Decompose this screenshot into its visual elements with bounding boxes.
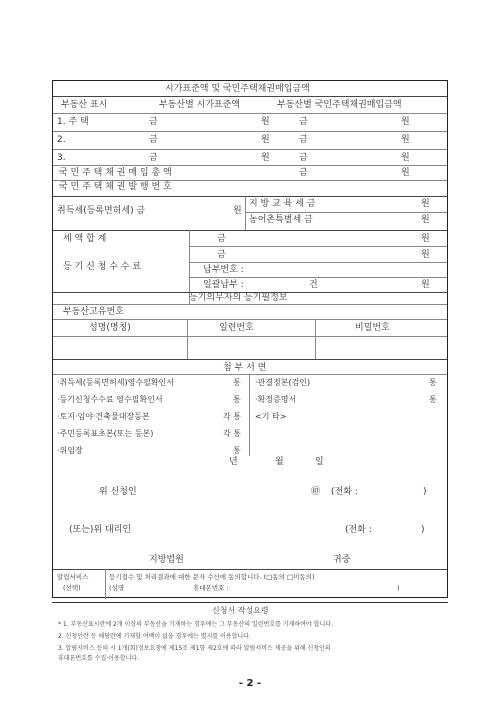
court-label: 지방법원	[149, 555, 184, 565]
attachment-left-2-unit: 통	[233, 395, 241, 404]
attachments-title: 첨 부 서 면	[223, 363, 267, 373]
id-col-serial: 일련번호	[219, 323, 254, 333]
tax-total-prefix: 금	[217, 234, 226, 244]
alert-name-label: (성명	[109, 584, 125, 592]
instructions-title: 신청서 작성요령	[212, 606, 269, 615]
reg-fee-won: 원	[421, 250, 430, 260]
attachment-left-5: ·위임장	[57, 446, 83, 455]
batch-won: 원	[421, 280, 430, 290]
tax-total-label: 세 액 합 계	[63, 234, 107, 244]
attachment-left-5-unit: 통	[233, 446, 241, 455]
row2-won1: 원	[261, 135, 270, 145]
row3-prefix2: 금	[299, 153, 308, 163]
agent-phone-label: (전화 :	[345, 525, 372, 535]
bond-total-prefix: 금	[299, 168, 308, 178]
alert-phone-label: 휴대폰번호 :	[193, 584, 229, 592]
application-form	[52, 80, 448, 598]
local-edu-tax-label: 지 방 교 육 세 금	[249, 199, 316, 209]
bond-total-won: 원	[401, 168, 410, 178]
tax-total-won: 원	[421, 234, 430, 244]
date-year: 년	[229, 457, 238, 467]
attachment-right-1-unit: 통	[429, 378, 437, 387]
attachment-left-4: ·주민등록표초본(또는 등본)	[57, 429, 154, 438]
date-day: 일	[315, 457, 324, 467]
attachment-right-2-unit: 통	[429, 395, 437, 404]
instruction-2: 2. 신청인란 등 해당란에 기재할 여백이 없을 경우에는 별지를 이용합니다.	[58, 633, 251, 640]
obligor-info-label: 등기의무자의 등기필정보	[189, 293, 288, 303]
applicant-label: 위 신청인	[99, 487, 137, 497]
attachment-right-2: ·확정증명서	[255, 395, 297, 404]
property-number-label: 부동산고유번호	[63, 307, 124, 317]
date-month: 월	[275, 457, 284, 467]
agent-label: (또는)위 대리인	[69, 525, 132, 535]
row2-won2: 원	[401, 135, 410, 145]
rural-tax-label: 농어촌특별세 금	[249, 215, 313, 225]
instructions-box	[52, 602, 448, 674]
batch-payment-label: 일괄납부 :	[203, 280, 244, 290]
applicant-seal: ㊞	[311, 487, 321, 497]
reg-fee-prefix: 금	[217, 250, 226, 260]
acq-tax-label: 취득세(등록면허세) 금	[57, 206, 146, 216]
row1-label: 1. 주 택	[57, 117, 89, 127]
alert-consent-text: 등기접수 및 처리결과에 대한 문자 수신에 동의합니다. (□동의 □미동의)	[109, 573, 315, 581]
bond-number-label: 국 민 주 택 채 권 발 행 번 호	[59, 182, 172, 192]
col-header-standard-price: 부동산별 시가표준액	[159, 100, 241, 110]
reg-fee-label: 등 기 신 청 수 수 료	[63, 262, 142, 272]
attachment-left-3-unit: 각 통	[223, 412, 241, 421]
payment-number-label: 납부번호 :	[203, 265, 244, 275]
applicant-phone-label: (전화 :	[331, 487, 358, 497]
rural-tax-won: 원	[421, 215, 430, 225]
attachment-left-1: ·취득세(등록면허세)영수필확인서	[57, 378, 174, 387]
row1-won1: 원	[261, 117, 270, 127]
instruction-3: 3. 알림서비스 등의 시 1개(회)정보요청에 제15조 제1항 제2호에 따라 알림서비스 제공을 위해 신청인의	[58, 645, 331, 652]
instruction-3-cont: 휴대폰번호를 수집·이용합니다.	[58, 655, 140, 662]
attachment-right-1: ·관결정본(검인)	[255, 378, 311, 387]
id-col-name: 성명(명칭)	[89, 323, 131, 333]
page-number: - 2 -	[238, 678, 262, 689]
local-edu-tax-won: 원	[421, 199, 430, 209]
row2-prefix1: 금	[149, 135, 158, 145]
attachment-left-3: ·토지·임야·건축물대장등본	[57, 412, 150, 421]
row1-prefix2: 금	[299, 117, 308, 127]
instruction-1: * 1. 부동산표시란에 2개 이상의 부동산을 기재하는 경우에는 그 부동산의 일련번호를 기재하여야 합니다.	[58, 621, 333, 628]
alert-phone-close: )	[397, 584, 400, 592]
agent-phone-close: )	[421, 525, 425, 535]
row3-won1: 원	[261, 153, 270, 163]
id-col-password: 비밀번호	[355, 323, 390, 333]
attachment-right-3: <기 타>	[255, 412, 287, 421]
row2-prefix2: 금	[299, 135, 308, 145]
bond-total-label: 국 민 주 택 채 권 매 입 총 액	[59, 168, 172, 178]
alert-service-label: 알림서비스	[57, 573, 89, 581]
batch-count: 건	[309, 280, 318, 290]
col-header-property: 부동산 표시	[61, 100, 108, 110]
row3-won2: 원	[401, 153, 410, 163]
row3-prefix1: 금	[149, 153, 158, 163]
acq-tax-won: 원	[233, 206, 242, 216]
col-header-bond-amount: 부동산별 국민주택채권매입금액	[277, 100, 402, 110]
attachment-left-2: ·등기신청수수료 영수필확인서	[57, 395, 163, 404]
alert-service-sub: (선택)	[63, 584, 81, 592]
row1-prefix1: 금	[149, 117, 158, 127]
row2-label: 2.	[57, 135, 66, 145]
attachment-left-1-unit: 통	[233, 378, 241, 387]
row1-won2: 원	[401, 117, 410, 127]
applicant-phone-close: )	[423, 487, 427, 497]
row3-label: 3.	[57, 153, 66, 163]
form-title: 시가표준액 및 국민주택채권매입금액	[165, 84, 310, 94]
attachment-left-4-unit: 각 통	[223, 429, 241, 438]
court-suffix: 귀중	[333, 555, 351, 565]
